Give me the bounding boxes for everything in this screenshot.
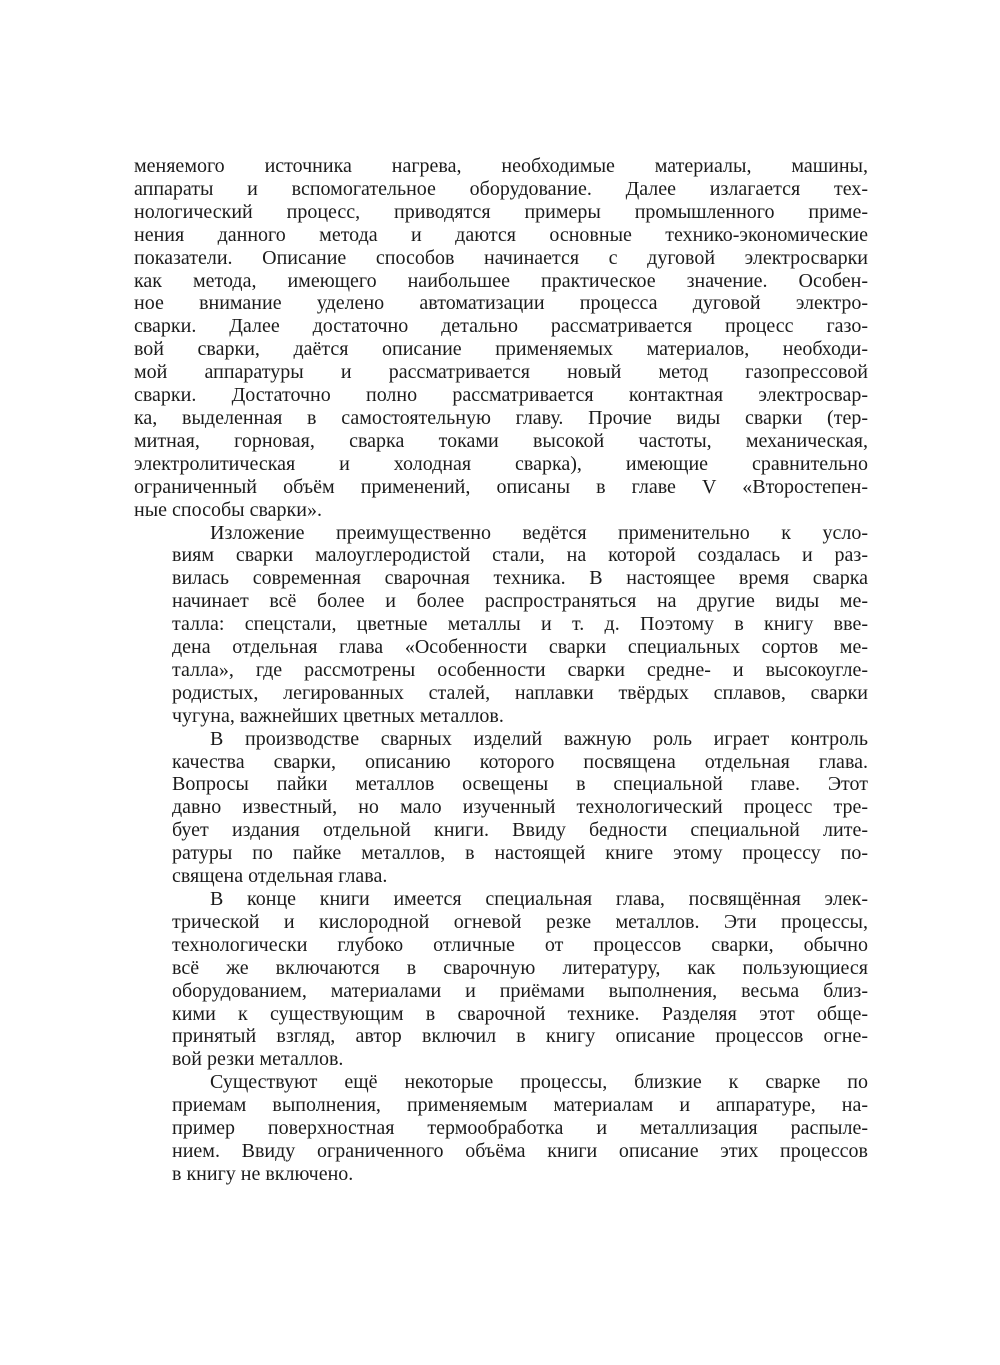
text-line: трической и кислородной огневой резке металлов. Эти процессы, — [172, 910, 868, 933]
text-line: вой сварки, даётся описание применяемых материалов, необходи- — [134, 338, 868, 361]
text-line: качества сварки, описанию которого посвящена отдельная глава. — [172, 750, 868, 773]
text-line: вилась современная сварочная техника. В настоящее время сварка — [172, 567, 868, 590]
text-line: давно известный, но мало изученный технологический процесс тре- — [172, 796, 868, 819]
text-line: сварки. Далее достаточно детально рассматривается процесс газо- — [134, 315, 868, 338]
text-line: пример поверхностная термообработка и металлизация распыле- — [172, 1117, 868, 1140]
text-line: меняемого источника нагрева, необходимые материалы, машины, — [134, 155, 868, 177]
text-line: чугуна, важнейших цветных металлов. — [172, 704, 504, 727]
text-line: приемам выполнения, применяемым материалам и аппаратуре, на- — [172, 1094, 868, 1117]
document-page — [134, 155, 868, 1186]
text-line: принятый взгляд, автор включил в книгу описание процессов огне- — [172, 1025, 868, 1048]
text-line: виям сварки малоуглеродистой стали, на которой создалась и раз- — [172, 544, 868, 567]
paragraph-1 — [134, 155, 868, 522]
text-line: аппараты и вспомогательное оборудование. Далее излагается тех- — [134, 177, 868, 200]
text-line: священа отдельная глава. — [172, 865, 388, 888]
text-line: всё же включаются в сварочную литературу, как пользующиеся — [172, 956, 868, 979]
text-line: нием. Ввиду ограниченного объёма книги описание этих процессов — [172, 1139, 868, 1162]
text-line: родистых, легированных сталей, наплавки твёрдых сплавов, сварки — [172, 681, 868, 704]
text-line: дена отдельная глава «Особенности сварки специальных сортов ме- — [172, 636, 868, 659]
text-line: мой аппаратуры и рассматривается новый метод газопрессовой — [134, 361, 868, 384]
text-line: ное внимание уделено автоматизации процесса дуговой электро- — [134, 292, 868, 315]
text-line: бует издания отдельной книги. Ввиду бедности специальной лите- — [172, 819, 868, 842]
text-line: как метода, имеющего наибольшее практическое значение. Особен- — [134, 269, 868, 292]
text-line: начинает всё более и более распространяться на другие виды ме- — [172, 590, 868, 613]
text-line: нения данного метода и даются основные технико-экономические — [134, 223, 868, 246]
text-line: ка, выделенная в самостоятельную главу. Прочие виды сварки (тер- — [134, 406, 868, 429]
text-line: в книгу не включено. — [172, 1162, 354, 1185]
paragraph-4 — [134, 888, 868, 1071]
text-line: талла: спецстали, цветные металлы и т. д. Поэтому в книгу вве- — [172, 613, 868, 636]
text-line: ные способы сварки». — [134, 498, 322, 521]
text-line: нологический процесс, приводятся примеры промышленного приме- — [134, 200, 868, 223]
text-line: сварки. Достаточно полно рассматривается контактная электросвар- — [134, 384, 868, 407]
text-line: вой резки металлов. — [172, 1048, 344, 1071]
text-line: ратуры по пайке металлов, в настоящей книге этому процессу по- — [172, 842, 868, 865]
text-line: талла», где рассмотрены особенности сварки средне- и высокоугле- — [172, 658, 868, 681]
text-line: Вопросы пайки металлов освещены в специальной главе. Этот — [172, 773, 868, 796]
text-line: В конце книги имеется специальная глава, посвящённая элек- — [210, 888, 868, 910]
text-line: митная, горновая, сварка токами высокой частоты, механическая, — [134, 429, 868, 452]
text-line: ограниченный объём применений, описаны в главе V «Второстепен- — [134, 475, 868, 498]
text-line: В производстве сварных изделий важную роль играет контроль — [210, 727, 868, 750]
text-line: оборудованием, материалами и приёмами выполнения, весьма близ- — [172, 979, 868, 1002]
text-line: кими к существующим в сварочной технике. Разделяя этот обще- — [172, 1002, 868, 1025]
paragraph-3 — [134, 728, 868, 888]
text-line: Изложение преимущественно ведётся применительно к усло- — [210, 521, 868, 544]
paragraph-2 — [134, 522, 868, 728]
text-line: технологически глубоко отличные от процессов сварки, обычно — [172, 933, 868, 956]
text-line: показатели. Описание способов начинается с дуговой электросварки — [134, 246, 868, 269]
text-line: Существуют ещё некоторые процессы, близкие к сварке по — [210, 1071, 868, 1094]
text-line: электролитическая и холодная сварка), имеющие сравнительно — [134, 452, 868, 475]
paragraph-5 — [134, 1071, 868, 1186]
